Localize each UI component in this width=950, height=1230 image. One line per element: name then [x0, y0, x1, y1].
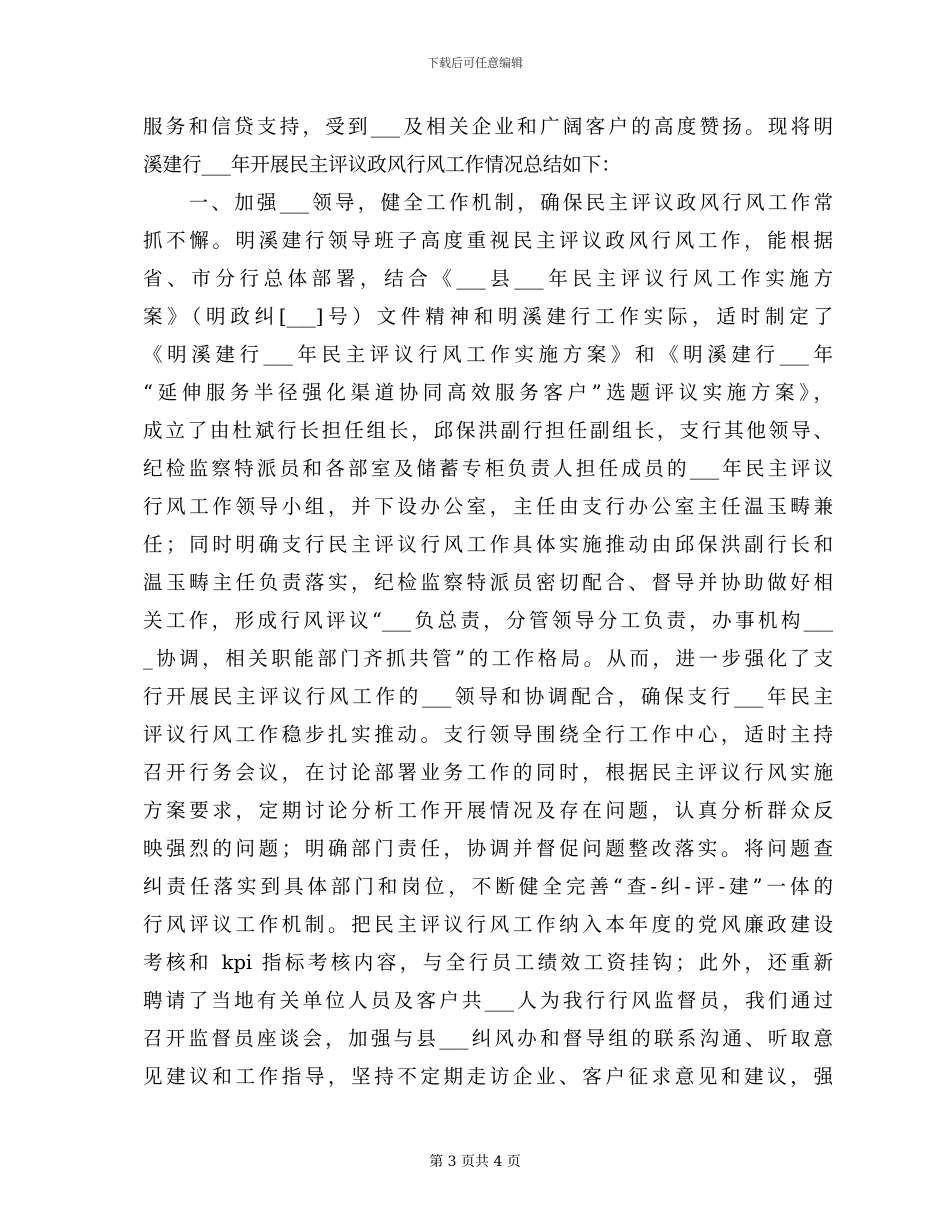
- text-line: 《明溪建行___年民主评议行风工作实施方案》和《明溪建行___年: [143, 343, 833, 366]
- text-line: “延伸服务半径强化渠道协同高效服务客户”选题评议实施方案》，: [143, 381, 833, 404]
- document-body: [143, 108, 833, 1096]
- text-line: 行风评议工作机制。把民主评议行风工作纳入本年度的党风廉政建设: [143, 913, 833, 936]
- text-line: 行开展民主评议行风工作的___领导和协调配合，确保支行___年民主: [143, 685, 833, 708]
- text-line: _协调，相关职能部门齐抓共管”的工作格局。从而，进一步强化了支: [143, 647, 833, 670]
- text-line: 评议行风工作稳步扎实推动。支行领导围绕全行工作中心，适时主持: [143, 723, 833, 746]
- text-line: 方案要求，定期讨论分析工作开展情况及存在问题，认真分析群众反: [143, 799, 833, 822]
- text-line: 聘请了当地有关单位人员及客户共___人为我行行风监督员，我们通过: [143, 989, 833, 1012]
- text-line: 召开行务会议，在讨论部署业务工作的同时，根据民主评议行风实施: [143, 761, 833, 784]
- text-line: 案》（明政纠[___]号）文件精神和明溪建行工作实际，适时制定了: [143, 305, 833, 328]
- text-line: 抓不懈。明溪建行领导班子高度重视民主评议政风行风工作，能根据: [143, 229, 833, 252]
- text-line: 召开监督员座谈会，加强与县___纠风办和督导组的联系沟通、听取意: [143, 1027, 833, 1050]
- text-line: 纪检监察特派员和各部室及储蓄专柜负责人担任成员的___年民主评议: [143, 457, 833, 480]
- text-line: 温玉畴主任负责落实，纪检监察特派员密切配合、督导并协助做好相: [143, 571, 833, 594]
- text-line: 任；同时明确支行民主评议行风工作具体实施推动由邱保洪副行长和: [143, 533, 833, 556]
- text-line: 成立了由杜斌行长担任组长，邱保洪副行担任副组长，支行其他领导、: [143, 419, 833, 442]
- page-footer: 第 3 页共 4 页: [429, 1154, 521, 1170]
- text-line: 省、市分行总体部署，结合《___县___年民主评议行风工作实施方: [143, 267, 833, 290]
- text-line: 纠责任落实到具体部门和岗位，不断健全完善“查-纠-评-建”一体的: [143, 875, 833, 898]
- text-line: 行风工作领导小组，并下设办公室，主任由支行办公室主任温玉畴兼: [143, 495, 833, 518]
- text-line: 见建议和工作指导，坚持不定期走访企业、客户征求意见和建议，强: [143, 1065, 833, 1088]
- text-line: 关工作，形成行风评议“___负总责，分管领导分工负责，办事机构___: [143, 609, 833, 632]
- text-line: 一、加强___领导，健全工作机制，确保民主评议政风行风工作常: [143, 191, 833, 214]
- text-line: 考核和 kpi 指标考核内容，与全行员工绩效工资挂钩；此外，还重新: [143, 951, 833, 974]
- text-line: 溪建行___年开展民主评议政风行风工作情况总结如下：: [143, 153, 621, 176]
- text-line: 映强烈的问题；明确部门责任，协调并督促问题整改落实。将问题查: [143, 837, 833, 860]
- text-line: 服务和信贷支持，受到___及相关企业和广阔客户的高度赞扬。现将明: [143, 115, 833, 138]
- page-header: 下载后可任意编辑: [426, 56, 523, 70]
